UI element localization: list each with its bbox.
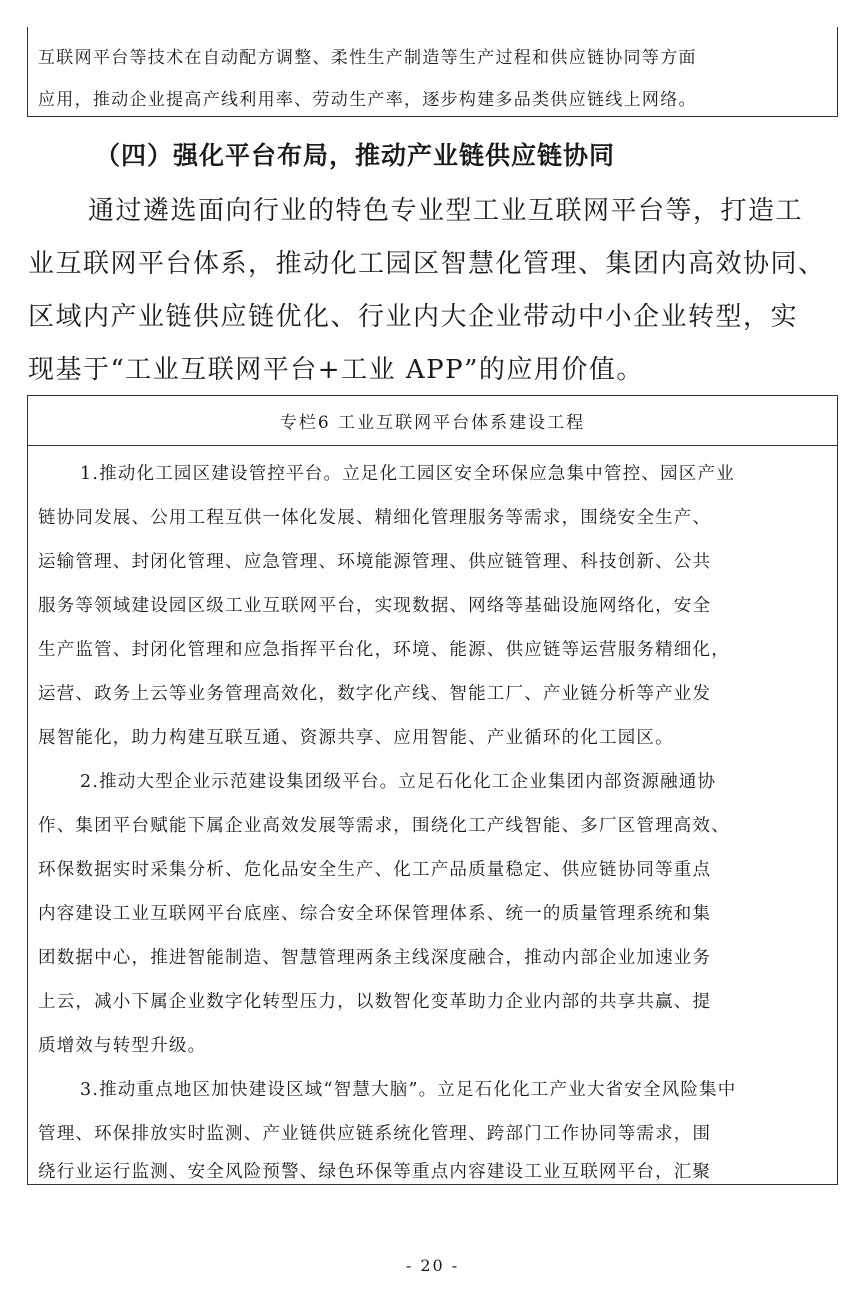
- column-box-line: 展智能化，助力构建互联互通、资源共享、应用智能、产业循环的化工园区。: [38, 728, 674, 748]
- column-box-line: 上云，减小下属企业数字化转型压力，以数智化变革助力企业内部的共享共赢、提: [38, 992, 712, 1012]
- column-box-line: 运输管理、封闭化管理、应急管理、环境能源管理、供应链管理、科技创新、公共: [38, 552, 712, 572]
- column-box-line: 管理、环保排放实时监测、产业链供应链系统化管理、跨部门工作协同等需求，围: [38, 1124, 712, 1144]
- column-box-line: 运营、政务上云等业务管理高效化，数字化产线、智能工厂、产业链分析等产业发: [38, 684, 712, 704]
- column-box-line: 服务等领域建设园区级工业互联网平台，实现数据、网络等基础设施网络化，安全: [38, 596, 712, 616]
- column-box-line: 团数据中心，推进智能制造、智慧管理两条主线深度融合，推动内部企业加速业务: [38, 948, 712, 968]
- column-box-line: 内容建设工业互联网平台底座、综合安全环保管理体系、统一的质量管理系统和集: [38, 904, 712, 924]
- column-box-line: 生产监管、封闭化管理和应急指挥平台化，环境、能源、供应链等运营服务精细化，: [38, 640, 730, 660]
- column-box-line: 3.推动重点地区加快建设区域“智慧大脑”。立足石化化工产业大省安全风险集中: [80, 1080, 737, 1100]
- top-box-line: 应用，推动企业提高产线利用率、劳动生产率，逐步构建多品类供应链线上网络。: [38, 90, 697, 110]
- top-box-line: 互联网平台等技术在自动配方调整、柔性生产制造等生产过程和供应链协同等方面: [38, 48, 697, 68]
- column-box-line: 1.推动化工园区建设管控平台。立足化工园区安全环保应急集中管控、园区产业: [80, 464, 735, 484]
- previous-column-box-continuation: [27, 27, 838, 117]
- body-paragraph-line: 现基于“工业互联网平台+工业 APP”的应用价值。: [28, 355, 644, 385]
- body-paragraph-line: 通过遴选面向行业的特色专业型工业互联网平台等，打造工: [88, 196, 804, 226]
- column-box-line: 环保数据实时采集分析、危化品安全生产、化工产品质量稳定、供应链协同等重点: [38, 860, 712, 880]
- column-box-title-row: [28, 396, 837, 446]
- page-number: - 20 -: [405, 1256, 460, 1275]
- body-paragraph-line: 区域内产业链供应链优化、行业内大企业带动中小企业转型，实: [28, 302, 799, 332]
- body-paragraph-line: 业互联网平台体系，推动化工园区智慧化管理、集团内高效协同、: [28, 249, 826, 279]
- column-box-title: 专栏6 工业互联网平台体系建设工程: [279, 413, 586, 433]
- column-box-line: 链协同发展、公用工程互供一体化发展、精细化管理服务等需求，围绕安全生产、: [38, 508, 712, 528]
- column-box-6: [27, 395, 838, 1185]
- column-box-line: 作、集团平台赋能下属企业高效发展等需求，围绕化工产线智能、多厂区管理高效、: [38, 816, 730, 836]
- column-box-line: 绕行业运行监测、安全风险预警、绿色环保等重点内容建设工业互联网平台，汇聚: [38, 1162, 712, 1182]
- column-box-line: 2.推动大型企业示范建设集团级平台。立足石化化工企业集团内部资源融通协: [80, 772, 717, 792]
- column-box-line: 质增效与转型升级。: [38, 1036, 207, 1056]
- section-heading: （四）强化平台布局，推动产业链供应链协同: [95, 141, 616, 170]
